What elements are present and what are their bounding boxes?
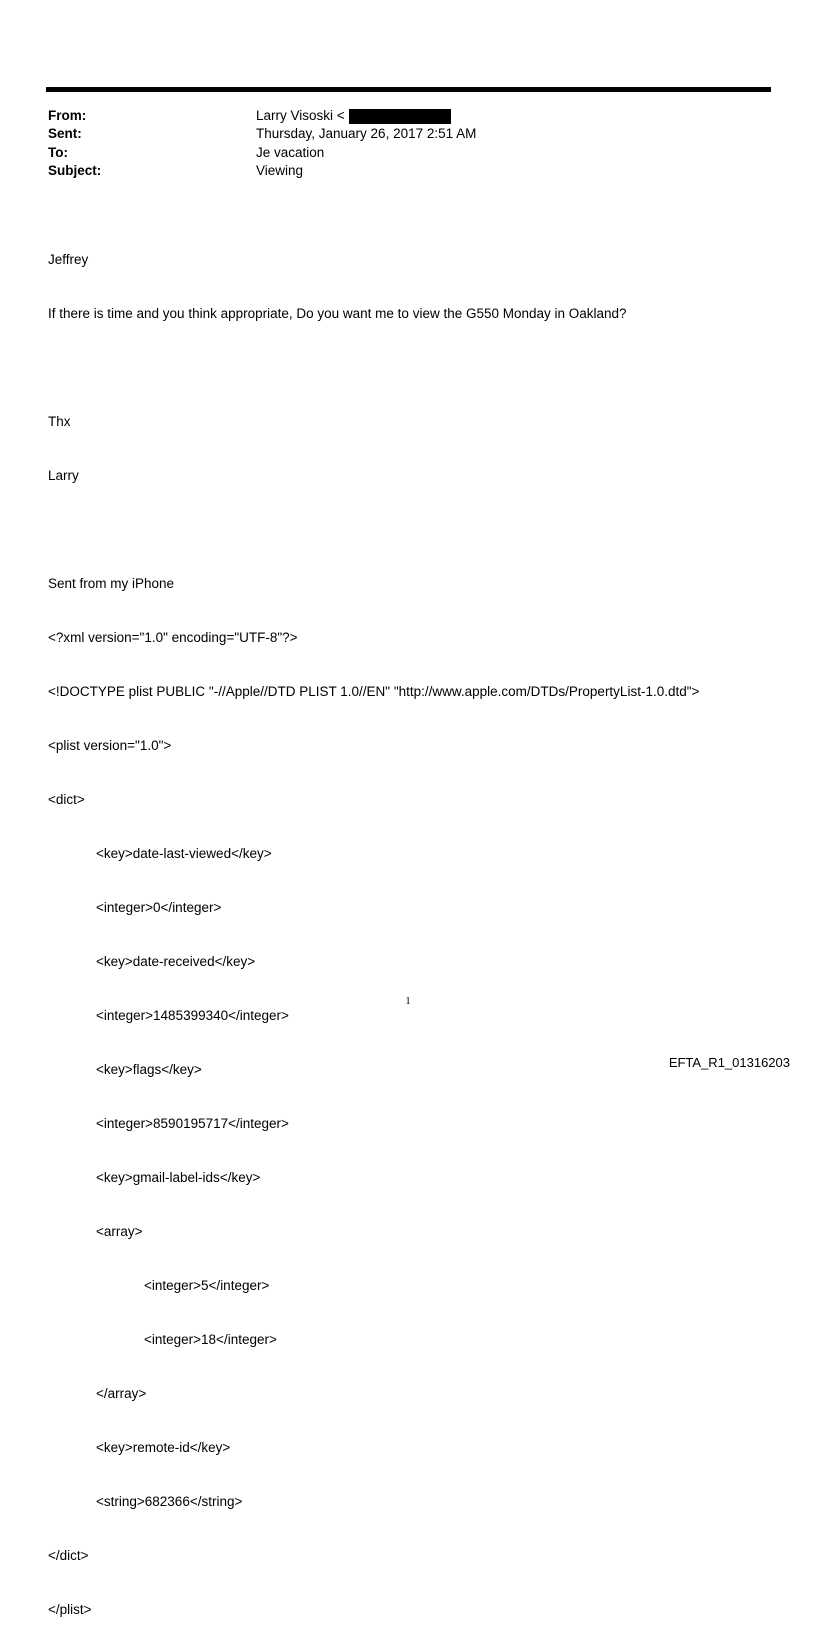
from-value (256, 107, 451, 125)
subject-label: Subject: (48, 162, 102, 178)
plist-integer-0: <integer>0</integer> (96, 900, 222, 915)
plist-key-flags: <key>flags</key> (96, 1062, 202, 1077)
message: If there is time and you think appropriate, Do you want me to view the G550 Monday in Oakland? (48, 306, 627, 321)
header-rule (46, 87, 771, 92)
plist-doctype: <!DOCTYPE plist PUBLIC "-//Apple//DTD PLIST 1.0//EN" "http://www.apple.com/DTDs/PropertyList-1.0.dtd"> (48, 684, 700, 699)
plist-string-remote-id: <string>682366</string> (96, 1494, 243, 1509)
bates-id: EFTA_R1_01316203 (668, 1055, 790, 1070)
plist-array-close: </array> (96, 1386, 147, 1401)
sent-value: Thursday, January 26, 2017 2:51 AM (256, 126, 477, 142)
greeting: Jeffrey (48, 252, 89, 267)
subject-value: Viewing (256, 162, 304, 178)
plist-close: </plist> (48, 1602, 92, 1617)
redaction-block (349, 109, 451, 124)
signoff: Larry (48, 468, 79, 483)
email-headers (48, 107, 476, 180)
plist-integer-5: <integer>5</integer> (144, 1278, 270, 1293)
email-body (48, 215, 699, 1637)
sent-row (48, 125, 476, 143)
plist-integer-flags: <integer>8590195717</integer> (96, 1116, 289, 1131)
plist-open: <plist version="1.0"> (48, 738, 172, 753)
dict-close: </dict> (48, 1548, 89, 1563)
signature: Sent from my iPhone (48, 576, 175, 591)
from-name: Larry Visoski < (256, 108, 345, 123)
from-row (48, 107, 476, 125)
thanks: Thx (48, 414, 71, 429)
plist-integer-received: <integer>1485399340</integer> (96, 1008, 289, 1023)
sent-label: Sent: (48, 126, 82, 142)
to-label: To: (48, 144, 68, 160)
plist-integer-18: <integer>18</integer> (144, 1332, 277, 1347)
spacer (48, 359, 699, 377)
plist-key-date-received: <key>date-received</key> (96, 954, 256, 969)
plist-key-date-last-viewed: <key>date-last-viewed</key> (96, 846, 272, 861)
from-label: From: (48, 108, 87, 123)
plist-xml-declaration: <?xml version="1.0" encoding="UTF-8"?> (48, 630, 298, 645)
to-value: Je vacation (256, 144, 325, 160)
to-row (48, 144, 476, 162)
page-number: 1 (405, 995, 411, 1007)
plist-key-remote-id: <key>remote-id</key> (96, 1440, 231, 1455)
plist-key-gmail-label-ids: <key>gmail-label-ids</key> (96, 1170, 261, 1185)
spacer (48, 521, 699, 539)
subject-row (48, 162, 476, 180)
dict-open: <dict> (48, 792, 85, 807)
plist-array-open: <array> (96, 1224, 143, 1239)
